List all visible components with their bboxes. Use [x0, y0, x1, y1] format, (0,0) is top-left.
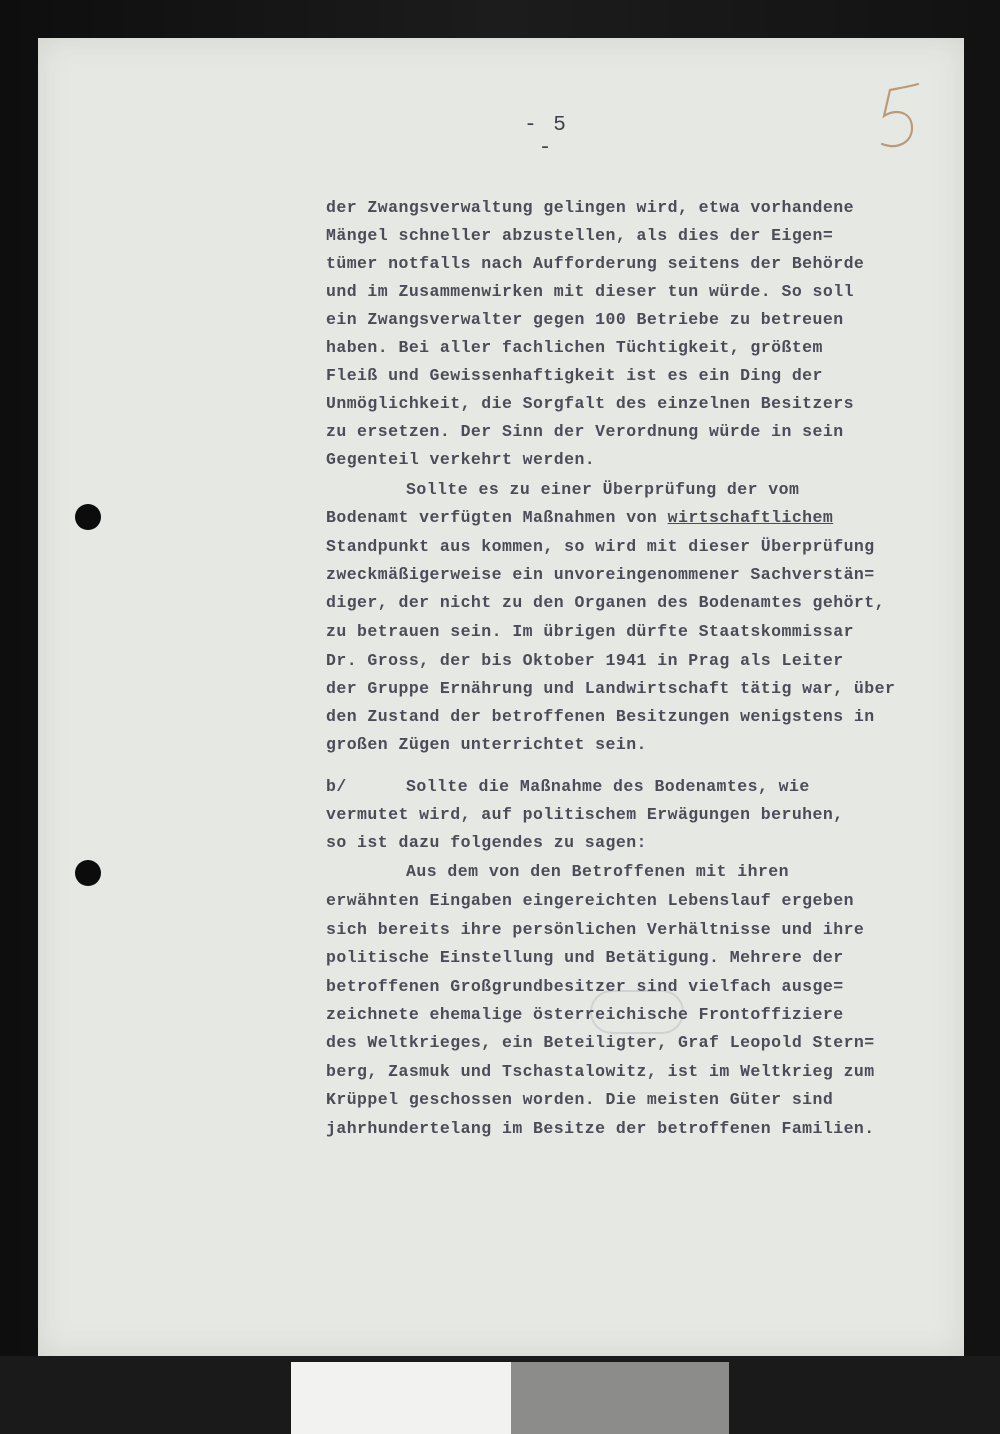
handwritten-page-number [868, 78, 928, 158]
text-line: großen Zügen unterrichtet sein. [326, 735, 647, 754]
text-line: den Zustand der betroffenen Besitzungen wenigstens in [326, 707, 875, 726]
text-line: Standpunkt aus kommen, so wird mit dieser Überprüfung [326, 537, 875, 556]
text-line: erwähnten Eingaben eingereichten Lebenslauf ergeben [326, 891, 854, 910]
text-line: haben. Bei aller fachlichen Tüchtigkeit, größtem [326, 338, 823, 357]
text-line: sich bereits ihre persönlichen Verhältnisse und ihre [326, 920, 865, 939]
text-line: zeichnete ehemalige österreichische Frontoffiziere [326, 1005, 844, 1024]
underlined-word: wirtschaftlichem [667, 508, 834, 527]
text-line: Sollte es zu einer Überprüfung der vom [406, 480, 800, 499]
color-calibration-gray [511, 1362, 729, 1434]
text-line: Unmöglichkeit, die Sorgfalt des einzelnen Besitzers [326, 394, 854, 413]
punch-hole-bottom [75, 860, 101, 886]
text-line: der Zwangsverwaltung gelingen wird, etwa vorhandene [326, 198, 854, 217]
text-line: Gegenteil verkehrt werden. [326, 450, 596, 469]
text-line: so ist dazu folgendes zu sagen: [326, 833, 647, 852]
text-line: des Weltkrieges, ein Beteiligter, Graf Leopold Stern= [326, 1033, 875, 1052]
text-line: zu betrauen sein. Im übrigen dürfte Staatskommissar [326, 622, 854, 641]
text-line: Krüppel geschossen worden. Die meisten Güter sind [326, 1090, 834, 1109]
text-line: berg, Zasmuk und Tschastalowitz, ist im Weltkrieg zum [326, 1062, 875, 1081]
text-line: Fleiß und Gewissenhaftigkeit ist es ein Ding der [326, 366, 823, 385]
text-line: tümer notfalls nach Aufforderung seitens der Behörde [326, 254, 865, 273]
text-line: zweckmäßigerweise ein unvoreingenommener Sachverstän= [326, 565, 875, 584]
text-line: und im Zusammenwirken mit dieser tun würde. So soll [326, 282, 854, 301]
text-line: zu ersetzen. Der Sinn der Verordnung würde in sein [326, 422, 844, 441]
page-number: - 5 - [524, 114, 568, 160]
text-line: Sollte die Maßnahme des Bodenamtes, wie [406, 777, 810, 796]
section-marker: b/ [326, 777, 347, 796]
text-line: jahrhundertelang im Besitze der betroffenen Familien. [326, 1119, 875, 1138]
text-line: vermutet wird, auf politischem Erwägungen beruhen, [326, 805, 844, 824]
color-calibration-white [291, 1362, 511, 1434]
text-line: politische Einstellung und Betätigung. Mehrere der [326, 948, 844, 967]
text-line: Aus dem von den Betroffenen mit ihren [406, 862, 790, 881]
text-span: Bodenamt verfügten Maßnahmen von [326, 508, 668, 527]
text-line: Mängel schneller abzustellen, als dies der Eigen= [326, 226, 834, 245]
text-line: der Gruppe Ernährung und Landwirtschaft tätig war, über [326, 679, 896, 698]
text-line [326, 508, 833, 528]
text-line: diger, der nicht zu den Organen des Bodenamtes gehört, [326, 593, 885, 612]
text-line: ein Zwangsverwalter gegen 100 Betriebe zu betreuen [326, 310, 844, 329]
text-line: betroffenen Großgrundbesitzer sind vielfach ausge= [326, 977, 844, 996]
text-line: Dr. Gross, der bis Oktober 1941 in Prag als Leiter [326, 651, 844, 670]
punch-hole-top [75, 504, 101, 530]
